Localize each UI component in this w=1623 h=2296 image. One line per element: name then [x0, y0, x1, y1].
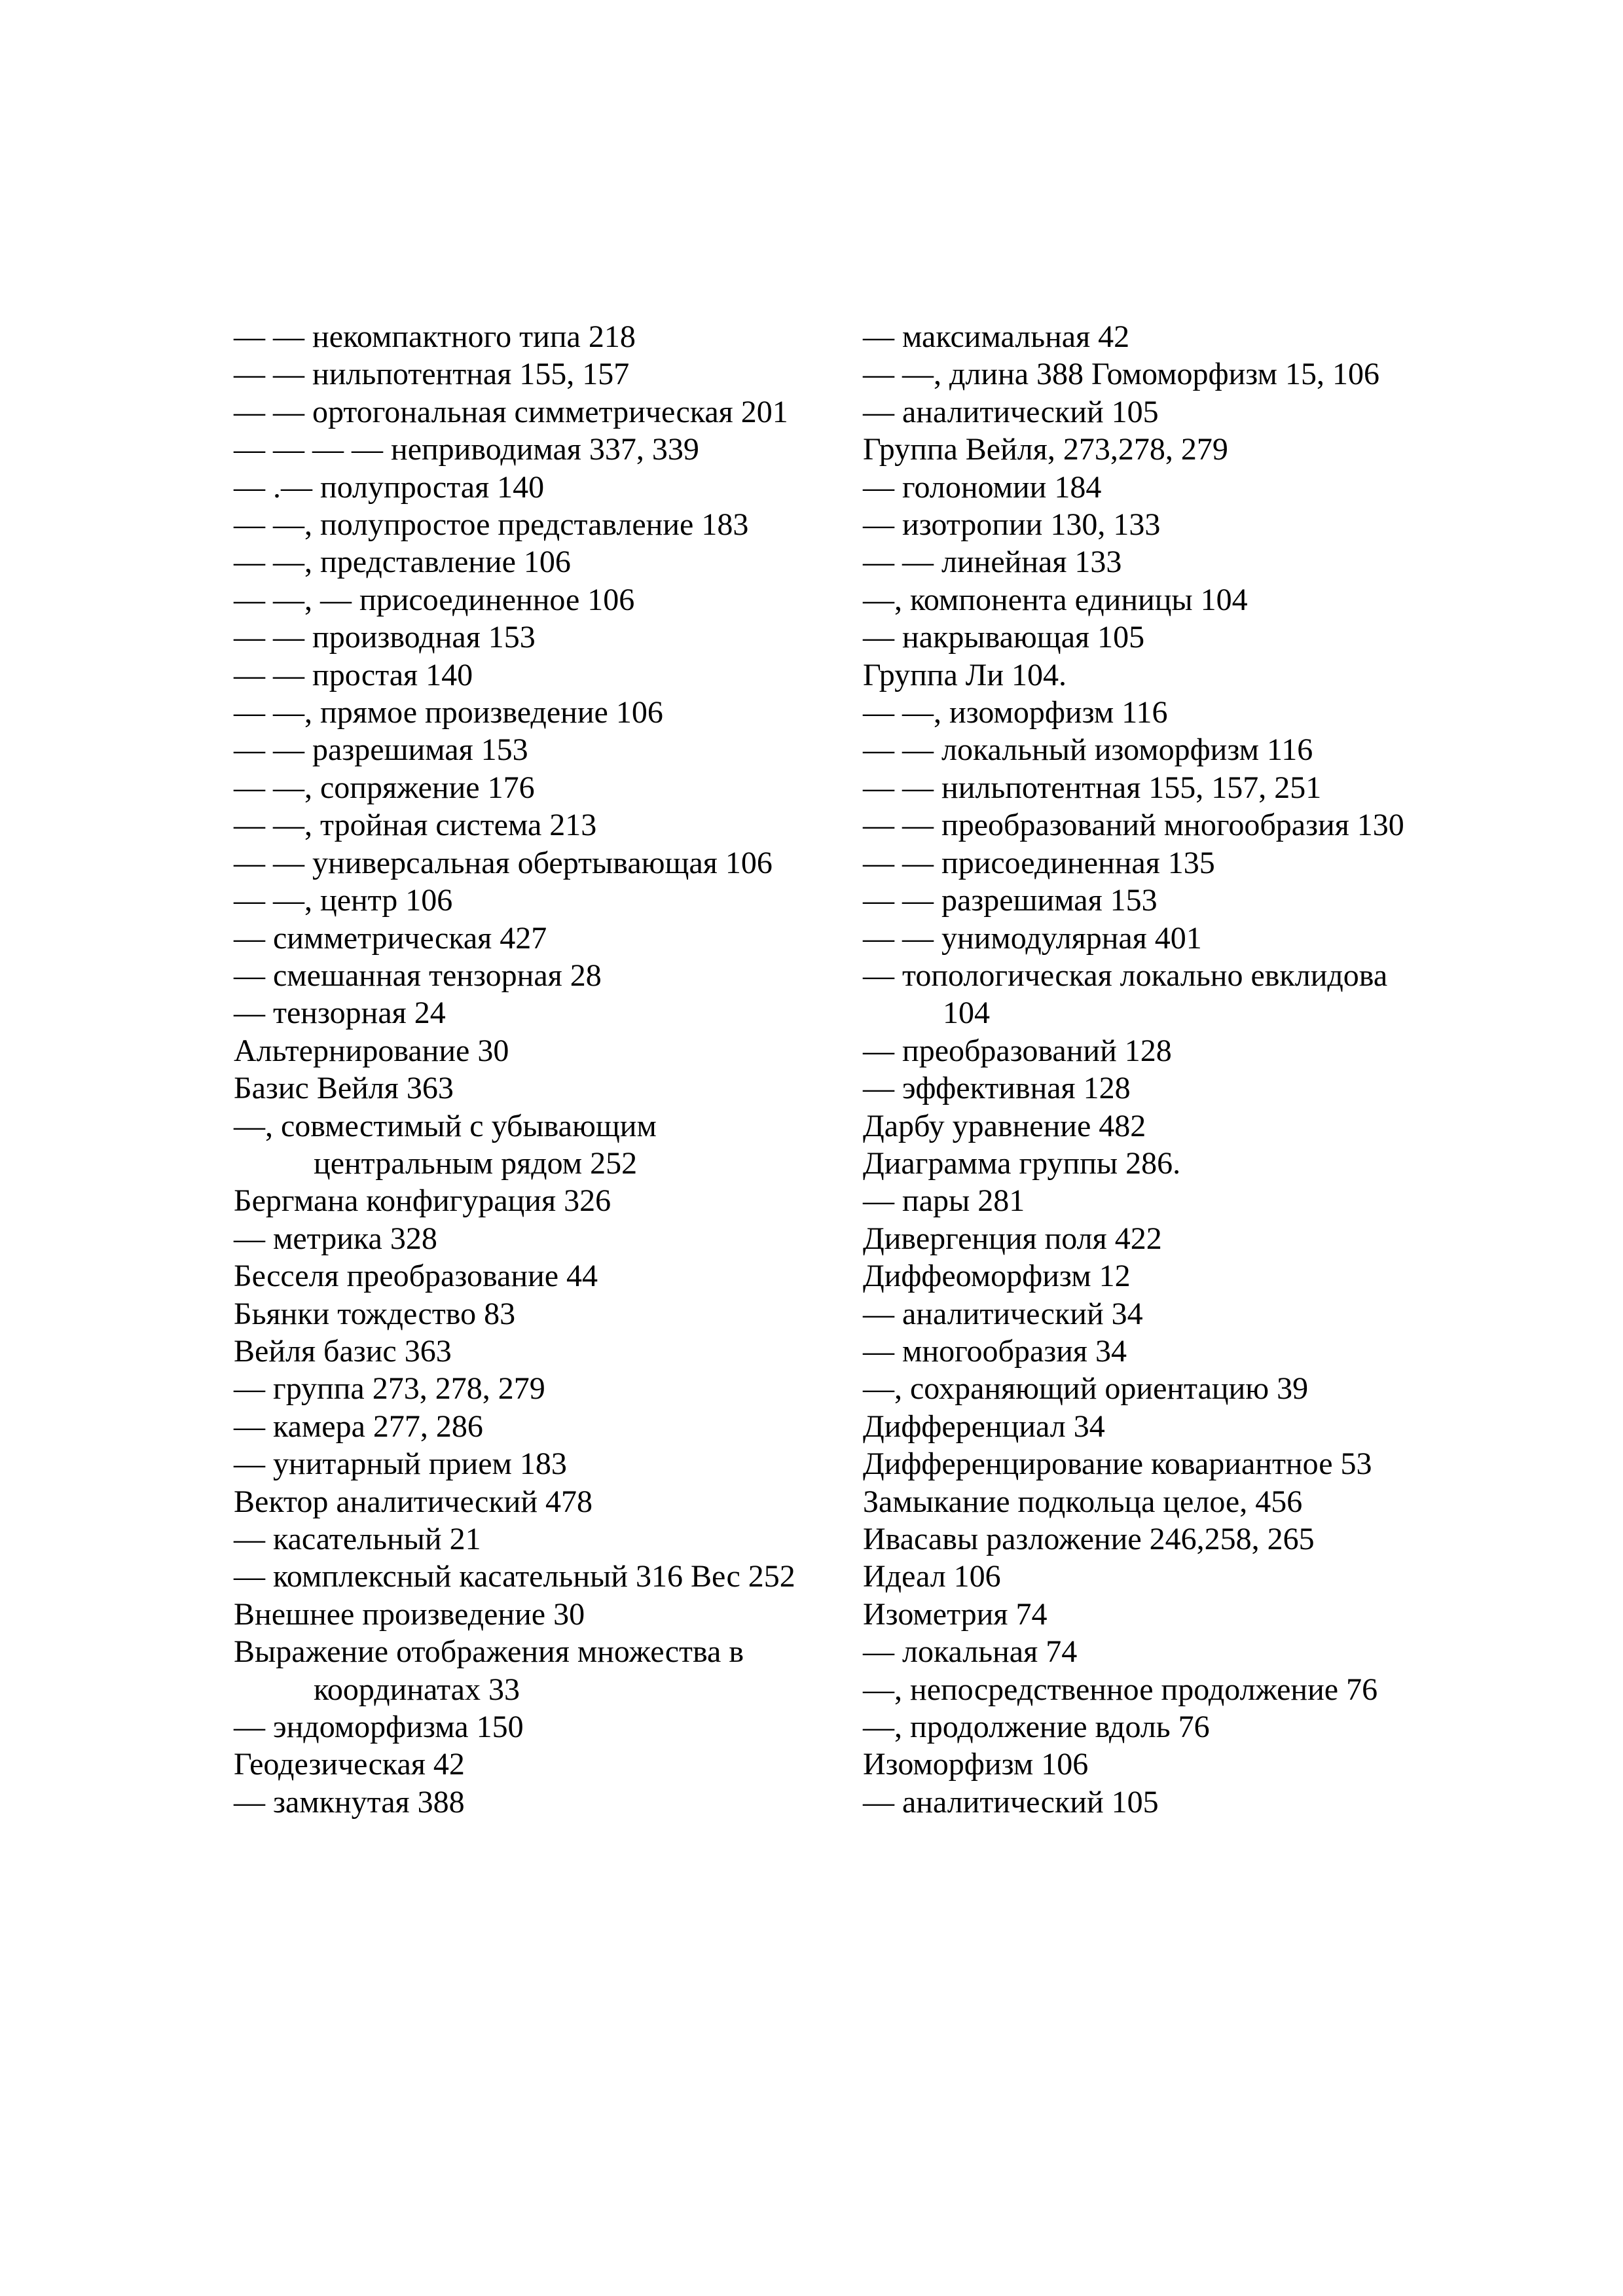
- index-entry: Дарбу уравнение 482: [863, 1108, 1146, 1143]
- index-entry: — —, прямое произведение 106: [234, 695, 663, 730]
- index-entry: — — ортогональная симметрическая 201: [234, 394, 788, 429]
- index-entry: — эффективная 128: [863, 1071, 1131, 1106]
- index-entry: Внешнее произведение 30: [234, 1596, 585, 1632]
- index-entry: —, сохраняющий ориентацию 39: [863, 1371, 1309, 1407]
- index-entry: — — универсальная обертывающая 106: [234, 845, 773, 880]
- index-entry: —, продолжение вдоль 76: [863, 1710, 1210, 1745]
- index-entry: — — нильпотентная 155, 157, 251: [863, 770, 1322, 805]
- index-entry: — топологическая локально евклидова 104: [863, 958, 1388, 1031]
- index-entry: — максимальная 42: [863, 319, 1130, 354]
- index-entry: — аналитический 34: [863, 1296, 1143, 1331]
- index-entry: — —, полупростое представление 183: [234, 507, 749, 543]
- index-column-right: [863, 318, 1426, 1821]
- index-entry: Диаграмма группы 286.: [863, 1145, 1181, 1181]
- index-entry: Дивергенция поля 422: [863, 1221, 1162, 1256]
- index-entry: — — унимодулярная 401: [863, 920, 1202, 956]
- index-entry: Замыкание подкольца целое, 456: [863, 1484, 1303, 1519]
- index-entry: — — преобразований многообразия 130: [863, 808, 1404, 843]
- index-entry: — группа 273, 278, 279: [234, 1371, 545, 1407]
- index-entry: Бьянки тождество 83: [234, 1296, 516, 1331]
- index-entry: Изоморфизм 106: [863, 1747, 1089, 1782]
- index-entry: — эндоморфизма 150: [234, 1710, 524, 1745]
- index-entry: Дифференцирование ковариантное 53: [863, 1446, 1372, 1482]
- index-entry: — многообразия 34: [863, 1333, 1127, 1369]
- index-entry: — голономии 184: [863, 469, 1102, 505]
- index-entry: — —, изоморфизм 116: [863, 695, 1168, 730]
- index-entry: — симметрическая 427: [234, 920, 547, 956]
- index-entry: Альтернирование 30: [234, 1033, 509, 1068]
- index-entry: — — некомпактного типа 218: [234, 319, 636, 354]
- index-entry: — — присоединенная 135: [863, 845, 1215, 880]
- index-entry: Дифференциал 34: [863, 1408, 1105, 1444]
- index-entry: — смешанная тензорная 28: [234, 958, 602, 993]
- index-entry: — — производная 153: [234, 620, 536, 655]
- index-entry: — —, тройная система 213: [234, 808, 597, 843]
- index-entry: Бергмана конфигурация 326: [234, 1183, 611, 1219]
- index-entry: — пары 281: [863, 1183, 1025, 1219]
- index-entry: Выражение отображения множества в координатах 33: [234, 1634, 744, 1707]
- index-entry: Группа Вейля, 273,278, 279: [863, 432, 1228, 467]
- index-entry: — .— полупростая 140: [234, 469, 545, 505]
- index-entry: — унитарный прием 183: [234, 1446, 567, 1482]
- index-entry: — — нильпотентная 155, 157: [234, 357, 630, 392]
- index-entry: Изометрия 74: [863, 1596, 1048, 1632]
- index-entry: — — разрешимая 153: [234, 732, 528, 768]
- index-entry: — —, центр 106: [234, 883, 453, 918]
- index-entry: — — локальный изоморфизм 116: [863, 732, 1313, 768]
- index-entry: —, совместимый с убывающим центральным рядом 252: [234, 1108, 657, 1181]
- index-entry: Диффеоморфизм 12: [863, 1259, 1131, 1294]
- index-entry: Вейля базис 363: [234, 1333, 452, 1369]
- index-entry: — преобразований 128: [863, 1033, 1172, 1068]
- index-entry: Ивасавы разложение 246,258, 265: [863, 1522, 1315, 1556]
- index-entry: —, непосредственное продолжение 76: [863, 1672, 1378, 1707]
- index-entry: Бесселя преобразование 44: [234, 1259, 598, 1294]
- index-entry: — —, сопряжение 176: [234, 770, 535, 805]
- index-entry: Вектор аналитический 478: [234, 1484, 593, 1519]
- index-column-left: [234, 318, 823, 1821]
- index-entry: — —, длина 388 Гомоморфизм 15, 106: [863, 357, 1379, 392]
- index-entry: — —, — присоединенное 106: [234, 582, 635, 617]
- index-entry: Идеал 106: [863, 1559, 1001, 1594]
- index-entry: — — разрешимая 153: [863, 883, 1158, 918]
- index-entry: —, компонента единицы 104: [863, 582, 1248, 617]
- index-entry: — комплексный касательный 316 Вес 252: [234, 1559, 795, 1594]
- index-entry: — — простая 140: [234, 657, 473, 692]
- index-entry: — аналитический 105: [863, 394, 1159, 429]
- index-entry: — — линейная 133: [863, 545, 1122, 580]
- index-entry: — изотропии 130, 133: [863, 507, 1161, 543]
- index-entry: — замкнутая 388: [234, 1784, 465, 1820]
- index-entry: — накрывающая 105: [863, 620, 1145, 655]
- index-entry: — аналитический 105: [863, 1784, 1159, 1820]
- index-entry: Геодезическая 42: [234, 1747, 465, 1782]
- index-entry: Базис Вейля 363: [234, 1071, 454, 1106]
- index-entry: — локальная 74: [863, 1634, 1078, 1670]
- index-entry: — касательный 21: [234, 1522, 481, 1556]
- index-entry: — тензорная 24: [234, 996, 446, 1031]
- index-entry: — камера 277, 286: [234, 1408, 483, 1444]
- index-entry: — — — — неприводимая 337, 339: [234, 432, 699, 467]
- index-entry: — метрика 328: [234, 1221, 437, 1256]
- index-entry: — —, представление 106: [234, 545, 571, 580]
- index-entry: Группа Ли 104.: [863, 657, 1067, 692]
